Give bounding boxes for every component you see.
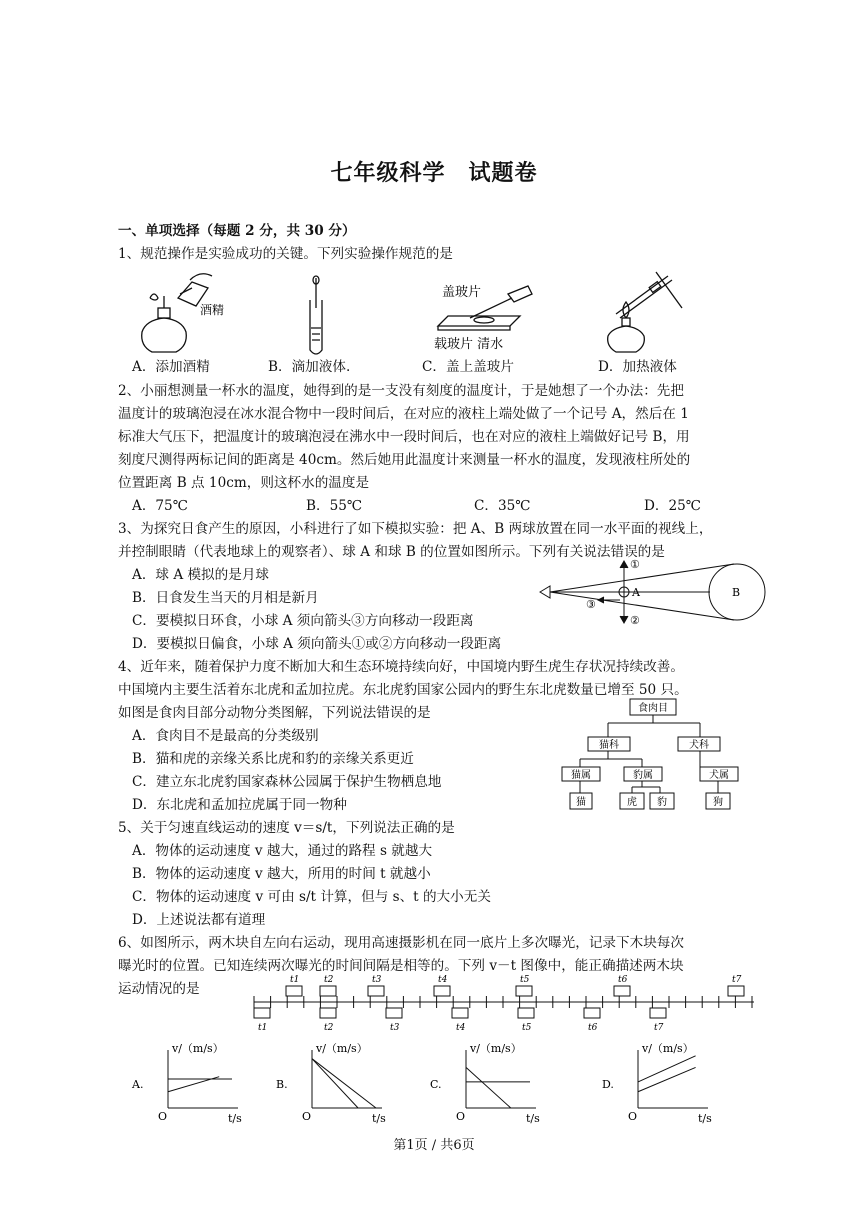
graph-x-label: t/s	[526, 1112, 540, 1125]
graph-x-label: t/s	[372, 1112, 386, 1125]
bottom-time-label: t1	[258, 1023, 268, 1033]
q5-option-d: D．上述说法都有道理	[132, 912, 266, 928]
graph-line	[312, 1059, 376, 1108]
bottom-time-label: t4	[456, 1023, 466, 1033]
graph-y-label: v/（m/s）	[470, 1042, 522, 1055]
graph-y-label: v/（m/s）	[642, 1042, 694, 1055]
q3-option-c: C．要模拟日环食，小球 A 须向箭头③方向移动一段距离	[132, 613, 474, 629]
q1-option-d: D．加热液体	[598, 359, 677, 375]
tree-order: 食肉目	[638, 703, 668, 714]
bottom-block	[584, 1008, 600, 1018]
top-time-label: t2	[324, 975, 334, 985]
slide-water-label: 载玻片 清水	[434, 337, 504, 352]
top-time-label: t7	[732, 975, 742, 985]
graph-y-label: v/（m/s）	[172, 1042, 224, 1055]
top-time-label: t5	[520, 975, 530, 985]
q2-line: 2、小丽想测量一杯水的温度，她得到的是一支没有刻度的温度计，于是她想了一个办法：先把	[118, 383, 684, 399]
tree-species: 狗	[713, 797, 723, 808]
q6-line: 曝光时的位置。已知连续两次曝光的时间间隔是相等的。下列 v－t 图像中，能正确描述两木块	[118, 958, 684, 974]
bottom-block	[320, 1008, 336, 1018]
q3-option-d: D．要模拟日偏食，小球 A 须向箭头①或②方向移动一段距离	[132, 636, 502, 652]
ball-a-label: A	[632, 586, 640, 599]
q2-line: 位置距离 B 点 10cm，则这杯水的温度是	[118, 475, 370, 491]
alcohol-label: 酒精	[200, 303, 225, 317]
q1-option-b: B．滴加液体.	[268, 359, 351, 375]
graph-line	[312, 1059, 358, 1108]
q1-figures	[120, 268, 700, 358]
top-block	[368, 986, 384, 996]
eye-icon	[540, 586, 550, 598]
tree-genus: 犬属	[709, 770, 729, 781]
q2-line: 刻度尺测得两标记间的距离是 40cm。然后她用此温度计来测量一杯水的温度，发现液柱所处的	[118, 452, 691, 468]
bottom-time-label: t7	[654, 1023, 664, 1033]
graph-option-letter: A.	[132, 1078, 144, 1091]
graph-origin-label: O	[628, 1110, 638, 1123]
page-title: 七年级科学 试题卷	[330, 160, 538, 186]
top-time-label: t6	[618, 975, 628, 985]
top-block	[516, 986, 532, 996]
top-time-label: t1	[290, 975, 300, 985]
graph-option-letter: C.	[430, 1078, 442, 1091]
ball-b-label: B	[732, 586, 741, 599]
q5-option-c: C．物体的运动速度 v 可由 s/t 计算，但与 s、t 的大小无关	[132, 889, 491, 905]
q2-line: 温度计的玻璃泡浸在冰水混合物中一段时间后，在对应的液柱上端处做了一个记号 A，然后在 1	[118, 406, 689, 422]
q4-option-b: B．猫和虎的亲缘关系比虎和豹的亲缘关系更近	[132, 751, 414, 767]
tree-genus: 豹属	[633, 770, 653, 781]
top-block	[434, 986, 450, 996]
bottom-block	[650, 1008, 666, 1018]
q1-stem: 1、规范操作是实验成功的关键。下列实验操作规范的是	[118, 246, 453, 262]
tree-species: 虎	[627, 797, 637, 808]
arrow-3-label: ③	[586, 598, 596, 611]
top-block	[286, 986, 302, 996]
graph-y-label: v/（m/s）	[316, 1042, 368, 1055]
graph-option-letter: B.	[276, 1078, 288, 1091]
tree-genus: 猫属	[571, 770, 591, 781]
q4-line: 如图是食肉目部分动物分类图解，下列说法错误的是	[118, 705, 431, 721]
top-block	[728, 986, 744, 996]
q5-option-b: B．物体的运动速度 v 越大，所用的时间 t 就越小	[132, 866, 431, 882]
q2-option-b: B．55℃	[306, 498, 363, 514]
q6-line: 运动情况的是	[118, 981, 200, 997]
exposure-diagram	[246, 972, 760, 1034]
q3-line: 3、为探究日食产生的原因，小科进行了如下模拟实验：把 A、B 两球放置在同一水平面的视线上，	[118, 521, 713, 537]
tree-family: 犬科	[689, 740, 709, 751]
q2-line: 标准大气压下，把温度计的玻璃泡浸在沸水中一段时间后，也在对应的液柱上端做好记号 B，用	[118, 429, 690, 445]
bottom-block	[518, 1008, 534, 1018]
graph-line	[638, 1067, 696, 1091]
tree-species: 猫	[576, 797, 586, 808]
arrow-1-label: ①	[630, 558, 640, 571]
top-time-label: t4	[438, 975, 448, 985]
tree-family: 猫科	[599, 740, 619, 751]
heating-figure	[608, 272, 682, 352]
q2-option-c: C．35℃	[474, 498, 531, 514]
graph-x-label: t/s	[698, 1112, 712, 1125]
q4-option-a: A．食肉目不是最高的分类级别	[132, 728, 319, 744]
arrow-2-label: ②	[630, 614, 640, 627]
page-footer: 第1页 / 共6页	[393, 1138, 475, 1153]
tree-species: 豹	[657, 797, 667, 808]
top-block	[614, 986, 630, 996]
bottom-time-label: t3	[390, 1023, 400, 1033]
bottom-block	[452, 1008, 468, 1018]
q2-option-d: D．25℃	[644, 498, 701, 514]
graph-origin-label: O	[456, 1110, 466, 1123]
q5-option-a: A．物体的运动速度 v 越大，通过的路程 s 就越大	[132, 843, 433, 859]
q1-option-c: C．盖上盖玻片	[422, 359, 514, 375]
section-heading: 一、单项选择（每题 2 分，共 30 分）	[118, 223, 356, 239]
q5-stem: 5、关于匀速直线运动的速度 v＝s/t，下列说法正确的是	[118, 820, 455, 836]
graph-line	[638, 1056, 696, 1082]
graph-x-label: t/s	[228, 1112, 242, 1125]
bottom-block	[386, 1008, 402, 1018]
q3-option-a: A．球 A 模拟的是月球	[132, 567, 270, 583]
q3-option-b: B．日食发生当天的月相是新月	[132, 590, 319, 606]
graph-line	[466, 1067, 511, 1108]
test-tube-figure	[310, 276, 322, 354]
bottom-time-label: t2	[324, 1023, 334, 1033]
top-block	[320, 986, 336, 996]
graph-origin-label: O	[302, 1110, 312, 1123]
q4-option-d: D．东北虎和孟加拉虎属于同一物种	[132, 797, 347, 813]
taxonomy-tree	[560, 697, 760, 813]
q4-option-c: C．建立东北虎豹国家森林公园属于保护生物栖息地	[132, 774, 442, 790]
graph-option-letter: D.	[602, 1078, 614, 1091]
eclipse-diagram	[530, 556, 770, 632]
q3-line: 并控制眼睛（代表地球上的观察者）、球 A 和球 B 的位置如图所示。下列有关说法错误的是	[118, 544, 665, 560]
q2-option-a: A．75℃	[132, 498, 188, 514]
vt-graphs	[130, 1040, 730, 1130]
bottom-time-label: t5	[522, 1023, 532, 1033]
q4-line: 中国境内主要生活着东北虎和孟加拉虎。东北虎豹国家公园内的野生东北虎数量已增至 50 只。	[118, 682, 688, 698]
bottom-time-label: t6	[588, 1023, 598, 1033]
bottom-block	[254, 1008, 270, 1018]
q6-line: 6、如图所示，两木块自左向右运动，现用高速摄影机在同一底片上多次曝光，记录下木块每次	[118, 935, 684, 951]
q1-option-a: A．添加酒精	[132, 359, 210, 375]
cover-slip-label: 盖玻片	[442, 285, 482, 300]
graph-origin-label: O	[158, 1110, 168, 1123]
top-time-label: t3	[372, 975, 382, 985]
q4-line: 4、近年来，随着保护力度不断加大和生态环境持续向好，中国境内野生虎生存状况持续改善。	[118, 659, 684, 675]
